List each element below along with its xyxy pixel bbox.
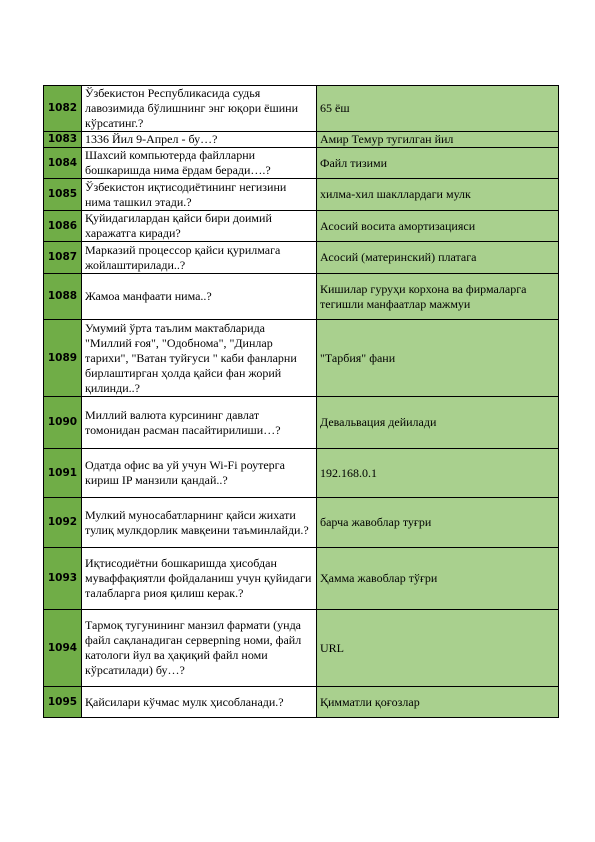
answer-cell: барча жавоблар туғри <box>317 498 559 548</box>
row-number: 1092 <box>44 498 82 548</box>
question-cell: Марказий процессор қайси қурилмага жойлаштирилади..? <box>82 242 317 274</box>
row-number: 1093 <box>44 548 82 610</box>
question-cell: Ўзбекистон Республикасида судья лавозимида бўлишнинг энг юқори ёшини кўрсатинг.? <box>82 86 317 132</box>
question-cell: Миллий валюта курсининг давлат томонидан расман пасайтирилиши…? <box>82 397 317 449</box>
answer-cell: Девальвация дейилади <box>317 397 559 449</box>
table-row <box>44 320 559 397</box>
table-row <box>44 242 559 274</box>
answer-cell: Асосий (материнский) платага <box>317 242 559 274</box>
question-answer-table <box>43 85 559 718</box>
row-number: 1082 <box>44 86 82 132</box>
table-row <box>44 610 559 687</box>
question-cell: Иқтисодиётни бошкаришда ҳисобдан муваффақиятли фойдаланиш учун қуйидаги талабларга риоя қилиш керак.? <box>82 548 317 610</box>
answer-cell: Қимматли қоғозлар <box>317 687 559 718</box>
row-number: 1083 <box>44 132 82 148</box>
question-cell: Шахсий компьютерда файлларни бошкаришда нима ёрдам беради….? <box>82 148 317 179</box>
row-number: 1086 <box>44 211 82 242</box>
question-cell: Жамоа манфаати нима..? <box>82 274 317 320</box>
answer-cell: Кишилар гуруҳи корхона ва фирмаларга тегишли манфаатлар мажмуи <box>317 274 559 320</box>
answer-cell: Файл тизими <box>317 148 559 179</box>
row-number: 1084 <box>44 148 82 179</box>
table-row <box>44 397 559 449</box>
table-row <box>44 274 559 320</box>
question-cell: Қайсилари кўчмас мулк ҳисобланади.? <box>82 687 317 718</box>
table-row <box>44 498 559 548</box>
answer-cell: Ҳамма жавоблар тўғри <box>317 548 559 610</box>
table-body <box>44 86 559 718</box>
row-number: 1088 <box>44 274 82 320</box>
question-cell: Ўзбекистон иқтисодиётининг негизини нима ташкил этади.? <box>82 179 317 211</box>
question-cell: Умумий ўрта таълим мактабларида "Миллий ғоя", "Одобнома", "Динлар тарихи", "Ватан туйғуси " каби фанларни бирлаштирган ҳолда қайси фан жорий қилинди..? <box>82 320 317 397</box>
answer-cell: 65 ёш <box>317 86 559 132</box>
answer-cell: Амир Темур тугилган йил <box>317 132 559 148</box>
table-row <box>44 211 559 242</box>
row-number: 1087 <box>44 242 82 274</box>
answer-cell: "Тарбия" фани <box>317 320 559 397</box>
answer-cell: хилма-хил шакллардаги мулк <box>317 179 559 211</box>
row-number: 1089 <box>44 320 82 397</box>
table-row <box>44 148 559 179</box>
question-cell: Қуйидагилардан қайси бири доимий харажатга киради? <box>82 211 317 242</box>
table-row <box>44 86 559 132</box>
row-number: 1090 <box>44 397 82 449</box>
question-cell: Одатда офис ва уй учун Wi-Fi роутерга кириш IP манзили қандай..? <box>82 449 317 498</box>
table-row <box>44 449 559 498</box>
row-number: 1085 <box>44 179 82 211</box>
answer-cell: URL <box>317 610 559 687</box>
row-number: 1094 <box>44 610 82 687</box>
question-cell: 1336 Йил 9-Апрел - бу…? <box>82 132 317 148</box>
row-number: 1095 <box>44 687 82 718</box>
table-row <box>44 179 559 211</box>
answer-cell: 192.168.0.1 <box>317 449 559 498</box>
answer-cell: Асосий восита амортизацияси <box>317 211 559 242</box>
table-row <box>44 687 559 718</box>
row-number: 1091 <box>44 449 82 498</box>
question-cell: Мулкий муносабатларнинг қайси жихати тулиқ мулкдорлик мавқеини таъминлайди.? <box>82 498 317 548</box>
question-cell: Тармоқ тугунининг манзил фармати (унда файл сақланадиган серверning номи, файл катологи йул ва ҳақиқий файл номи кўрсатилади) бу…? <box>82 610 317 687</box>
table-row <box>44 548 559 610</box>
table-row <box>44 132 559 148</box>
